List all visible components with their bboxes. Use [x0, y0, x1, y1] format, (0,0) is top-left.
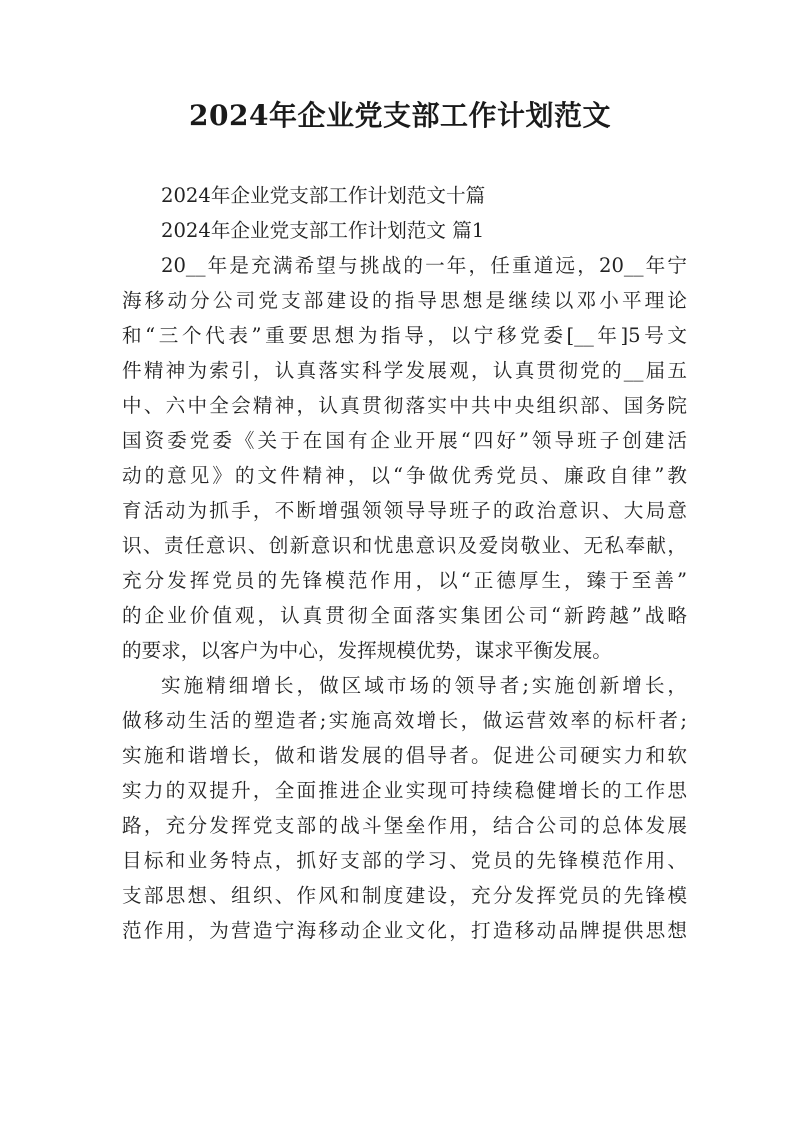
body-line: 的要求，以客户为中心，发挥规模优势，谋求平衡发展。 — [122, 639, 612, 662]
body-line: 动的意见》的文件精神，以“争做优秀党员、廉政自律”教 — [122, 464, 687, 487]
body-line: 2024年企业党支部工作计划范文十篇 — [161, 184, 486, 207]
body-line: 范作用，为营造宁海移动企业文化，打造移动品牌提供思想 — [122, 919, 687, 942]
body-line: 识、责任意识、创新意识和忧患意识及爱岗敬业、无私奉献， — [122, 534, 687, 557]
body-line: 2024年企业党支部工作计划范文 篇1 — [161, 219, 485, 242]
body-line: 件精神为索引，认真落实科学发展观，认真贯彻党的__届五 — [122, 359, 687, 382]
body-line: 路，充分发挥党支部的战斗堡垒作用，结合公司的总体发展 — [122, 814, 687, 837]
body-line: 海移动分公司党支部建设的指导思想是继续以邓小平理论 — [122, 289, 687, 312]
body-line: 充分发挥党员的先锋模范作用，以“正德厚生，臻于至善” — [122, 569, 687, 592]
document-body — [122, 178, 687, 948]
body-line: 实施精细增长，做区域市场的领导者;实施创新增长， — [161, 674, 687, 697]
body-line: 国资委党委《关于在国有企业开展“四好”领导班子创建活 — [122, 429, 687, 452]
body-line: 目标和业务特点，抓好支部的学习、党员的先锋模范作用、 — [122, 849, 687, 872]
body-line: 做移动生活的塑造者;实施高效增长，做运营效率的标杆者; — [122, 709, 687, 732]
body-line: 的企业价值观，认真贯彻全面落实集团公司“新跨越”战略 — [122, 604, 687, 627]
body-line: 支部思想、组织、作风和制度建设，充分发挥党员的先锋模 — [122, 884, 687, 907]
document-title: 2024年企业党支部工作计划范文 — [189, 99, 611, 132]
body-line: 实施和谐增长，做和谐发展的倡导者。促进公司硬实力和软 — [122, 744, 687, 767]
body-line: 中、六中全会精神，认真贯彻落实中共中央组织部、国务院 — [122, 394, 687, 417]
body-line: 20__年是充满希望与挑战的一年，任重道远，20__年宁 — [161, 254, 687, 277]
body-line: 和“三个代表”重要思想为指导，以宁移党委[__年]5号文 — [122, 324, 687, 347]
body-line: 实力的双提升，全面推进企业实现可持续稳健增长的工作思 — [122, 779, 687, 802]
body-line: 育活动为抓手，不断增强领领导导班子的政治意识、大局意 — [122, 499, 687, 522]
